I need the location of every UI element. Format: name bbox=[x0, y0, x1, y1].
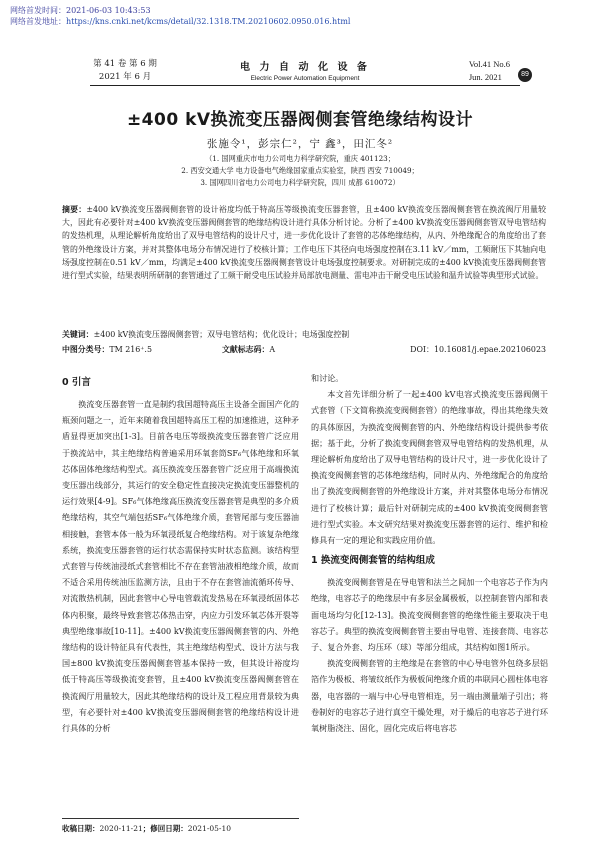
paper-authors: 张施令¹，彭宗仁²，宁 鑫³，田汇冬² bbox=[206, 138, 394, 150]
abstract-label: 摘要： bbox=[62, 205, 87, 214]
page-number-badge: 89 bbox=[518, 68, 532, 82]
affiliation-2: 2. 西安交通大学 电力设备电气绝缘国家重点实验室，陕西 西安 710049； bbox=[181, 166, 419, 175]
clc-label: 中图分类号： bbox=[62, 345, 110, 354]
journal-issue-cn bbox=[90, 58, 160, 84]
revised-label: ；修回日期： bbox=[142, 824, 188, 833]
affiliation-1: （1. 国网重庆市电力公司电力科学研究院，重庆 401123； bbox=[205, 154, 395, 163]
volume-issue-en: Vol.41 No.6 bbox=[468, 59, 510, 69]
date-en: Jun. 2021 bbox=[468, 72, 502, 82]
keywords-label: 关键词： bbox=[62, 330, 94, 339]
clc-value: TM 216⁺.5 bbox=[109, 345, 152, 354]
doi-value[interactable]: 10.16081/j.epae.202106023 bbox=[433, 345, 546, 354]
online-publication-url-line bbox=[10, 16, 350, 27]
section-1-heading: 1 换流变阀侧套管的结构组成 bbox=[311, 555, 435, 567]
received-date: 2020-11-21 bbox=[99, 824, 143, 833]
affiliation-3: 3. 国网四川省电力公司电力科学研究院，四川 成都 610072） bbox=[200, 178, 400, 187]
keywords-text: ±400 kV换流变压器阀侧套管；双导电管结构；优化设计；电场强度控制 bbox=[93, 330, 350, 339]
keywords bbox=[62, 329, 546, 340]
left-column bbox=[62, 370, 299, 736]
section-1-paragraph-2: 换流变阀侧套管的主绝缘是在套管的中心导电管外包绕多层铝箔作为极板、将皱纹纸作为极板间绝缘介质的串联同心圆柱体电容器，电容器的一端与中心导电管相连，另一端由测量端子引出；将卷制好的电容芯子进行真空干燥处理，对于燥后的电容芯子进行环氧树脂浇注、固化，固化完成后将电容芯 bbox=[311, 658, 548, 734]
intro-paragraph-1: 换流变压器套管一直是制约我国超特高压主设备全面国产化的瓶颈问题之一，近年来随着我国超特高压工程的加速推进，这种矛盾显得更加突出[1-3]。目前各电压等级换流变压器套管广泛应用于换流站中，其主绝缘结构普遍采用环氧套筒SF₆气体绝缘和环氧芯体固体绝缘结构型式。高压换流变压器套管广泛应用于高端换流变压器出线部分，其运行的安全稳定性直接决定换流变压器整机的运行效果[4-9]。SF₆气体绝缘高压换流变压器套管是典型的多介质绝缘结构，其空气端包括SF₆气体绝缘介质，套管尾部与变压器油相接触，套管本体一般为环氧浸纸复合绝缘结构。对于该复杂绝缘系统，换流变压器套管的运行状态需保持实时状态监测。该结构型式套管与传统油浸纸式套管相比不存在套管油液相绝缘介质，故而不适合采用传统油压监测方法，且由于不存在套管油流循环传导、对流散热机制，因此套管中心导电管载流发热易在环氧浸纸固体芯体内积聚，最终导致套管芯体热击穿，内应力引发环氧芯体开裂等典型绝缘事故[10-11]。±400 kV换流变压器阀侧套管的内、外绝缘结构的设计特征具有代表性，其主绝缘结构型式、设计方法与我国±800 kV换流变压器阀侧套管基本保持一致，但其设计裕度均低于特高压等级换流变套管，且±400 kV换流变压器阀侧套管在换流阀厅用量较大，因此其绝缘结构的设计及工程应用背景较为典型，有必要针对±400 kV换流变压器阀侧套管的绝缘结构设计进行具体的分析 bbox=[62, 399, 299, 734]
journal-name-en: Electric Power Automation Equipment bbox=[250, 75, 360, 82]
abstract-text: ±400 kV换流变压器阀侧套管的设计裕度均低于特高压等级换流变压器套管，且±400 kV换流变压器阀侧套管在换流阀厅用量较大，因此有必要针对±400 kV换流变压器阀侧套管的绝缘结构设计进行具体分析讨论。分析了±400 kV换流变压器阀侧套管双导电管结构的发热机理，从理论解析角度给出了双导电管结构的设计尺寸，进一步优化设计了套管的芯体绝缘结构，从内、外绝缘配合的角度给出了套管的外绝缘设计方案，并对其整体电场分布情况进行了校核计算；工作电压下其径向电场强度控制在3.11 kV／mm，工频耐压下其轴向电场强度控制在0.51 kV／mm，均满足±400 kV换流变压器阀侧套管设计电场强度控制要求。对研制完成的±400 kV换流变压器阀侧套管进行型式实验，结果表明所研制的套管通过了工频干耐受电压试验并局部放电测量、雷电冲击干耐受电压试验和温升试验等典型形式试验。 bbox=[62, 205, 546, 281]
online-publication-time: 网络首发时间：2021-06-03 10:43:53 bbox=[10, 6, 151, 15]
revised-date: 2021-05-10 bbox=[187, 824, 231, 833]
right-column bbox=[311, 370, 548, 736]
received-date-footnote bbox=[62, 818, 299, 834]
abstract bbox=[62, 203, 546, 282]
journal-issue-en bbox=[469, 58, 510, 84]
doc-code-label: 文献标志码： bbox=[222, 345, 270, 354]
intro-paragraph-1-continued: 和讨论。 bbox=[311, 373, 344, 383]
classification-line bbox=[62, 344, 546, 356]
journal-name-cn: 电 力 自 动 化 设 备 bbox=[240, 62, 370, 73]
doi-label: DOI： bbox=[410, 345, 434, 354]
doc-code-value: A bbox=[269, 345, 276, 354]
date-cn: 2021 年 6 月 bbox=[98, 72, 152, 82]
intro-paragraph-2: 本文首先详细分析了一起±400 kV电容式换流变压器阀侧干式套管（下文简称换流变阀侧套管）的绝缘事故，得出其绝缘失效的具体原因，为换流变阀侧套管的内、外绝缘结构设计提供参考依据；基于此，分析了换流变阀侧套管双导电管结构的发热机理，从理论解析角度给出了双导电管结构的设计尺寸，进一步优化设计了换流变阀侧套管的芯体绝缘结构，同时从内、外绝缘配合的角度给出了换流变阀侧套管的外绝缘设计方案，并对其整体电场分布情况进行了校核计算；最后针对研制完成的±400 kV换流变阀侧套管进行型式实验。本文研究结果对换流变压器套管的运行、维护和检修具有一定的理论和实践应用价值。 bbox=[311, 389, 548, 546]
document-code bbox=[222, 344, 275, 355]
online-publication-info bbox=[10, 5, 350, 27]
doi bbox=[410, 344, 546, 355]
journal-name bbox=[205, 58, 405, 82]
volume-issue-cn: 第 41 卷 第 6 期 bbox=[93, 59, 157, 69]
section-1-paragraph-1: 换流变阀侧套管是在导电管和法兰之间加一个电容芯子作为内绝缘，电容芯子的绝缘层中有多层金属极板，以控制套管内部和表面电场均匀化[12-13]。换流变阀侧套管的绝缘性能主要取决于电容芯子。典型的换流变阀侧套管主要由导电管、连接套筒、电容芯子、复合外套、均压环（球）等部分组成，其结构如图1所示。 bbox=[311, 577, 548, 653]
paper-title: ±400 kV换流变压器阀侧套管绝缘结构设计 bbox=[126, 110, 474, 130]
received-label: 收稿日期： bbox=[62, 824, 100, 833]
journal-header bbox=[90, 58, 529, 86]
intro-heading: 0 引言 bbox=[62, 377, 91, 388]
online-url-label: 网络首发地址： bbox=[10, 17, 66, 26]
online-url-link[interactable]: https://kns.cnki.net/kcms/detail/32.1318.TM.20210602.0950.016.html bbox=[66, 17, 351, 26]
clc-code bbox=[62, 344, 152, 355]
